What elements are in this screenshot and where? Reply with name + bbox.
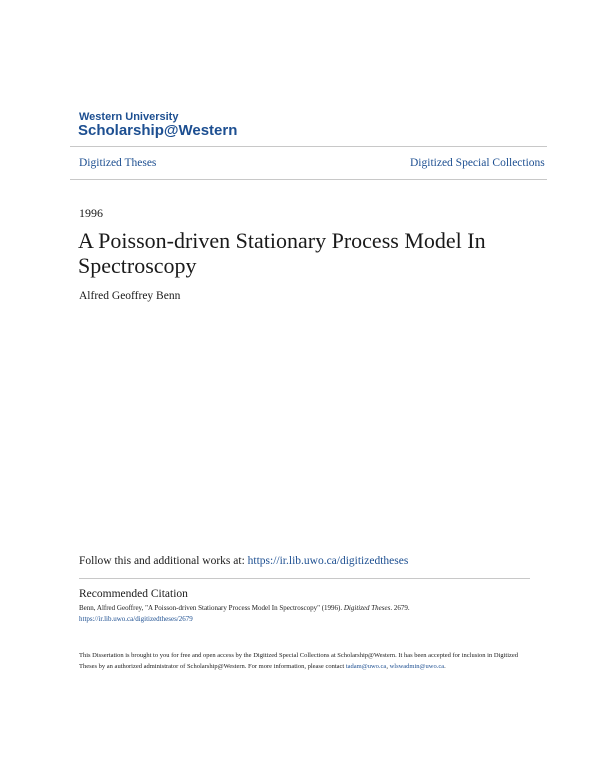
- citation-series: Digitized Theses: [343, 604, 391, 612]
- notice-end: .: [444, 663, 446, 670]
- header-rule-top: [70, 146, 547, 147]
- recommended-citation-heading: Recommended Citation: [79, 588, 188, 600]
- follow-url-link[interactable]: https://ir.lib.uwo.ca/digitizedtheses: [247, 555, 409, 567]
- notice-separator: ,: [386, 663, 390, 670]
- nav-special-collections-link[interactable]: Digitized Special Collections: [410, 157, 545, 169]
- citation-prefix: Benn, Alfred Geoffrey, "A Poisson-driven Stationary Process Model In Spectroscopy" (1996).: [79, 604, 344, 612]
- institution-name: Western University: [79, 111, 179, 123]
- citation-text: [79, 603, 529, 625]
- notice-text: This Dissertation is brought to you for free and open access by the Digitized Special Collections at Scholarship@Western. It has been accepted for inclusion in Digitized Theses by an authorized administrator of Scholarship@Western. For more information, please contact: [79, 652, 519, 670]
- publication-year: 1996: [79, 206, 103, 220]
- citation-suffix: . 2679.: [390, 604, 410, 612]
- follow-line: [79, 555, 408, 567]
- header-rule-bottom: [70, 179, 547, 180]
- repository-name[interactable]: Scholarship@Western: [78, 122, 238, 139]
- citation-url-link[interactable]: https://ir.lib.uwo.ca/digitizedtheses/2679: [79, 615, 193, 623]
- contact-email-link-2[interactable]: wlswadmin@uwo.ca: [389, 663, 445, 670]
- thesis-title: A Poisson-driven Stationary Process Model In Spectroscopy: [78, 228, 486, 278]
- contact-email-link-1[interactable]: tadam@uwo.ca: [345, 663, 387, 670]
- access-notice: [79, 650, 529, 672]
- nav-digitized-theses-link[interactable]: Digitized Theses: [79, 157, 157, 169]
- follow-label: Follow this and additional works at:: [79, 555, 245, 567]
- citation-rule: [79, 578, 530, 579]
- author-name: Alfred Geoffrey Benn: [79, 290, 181, 302]
